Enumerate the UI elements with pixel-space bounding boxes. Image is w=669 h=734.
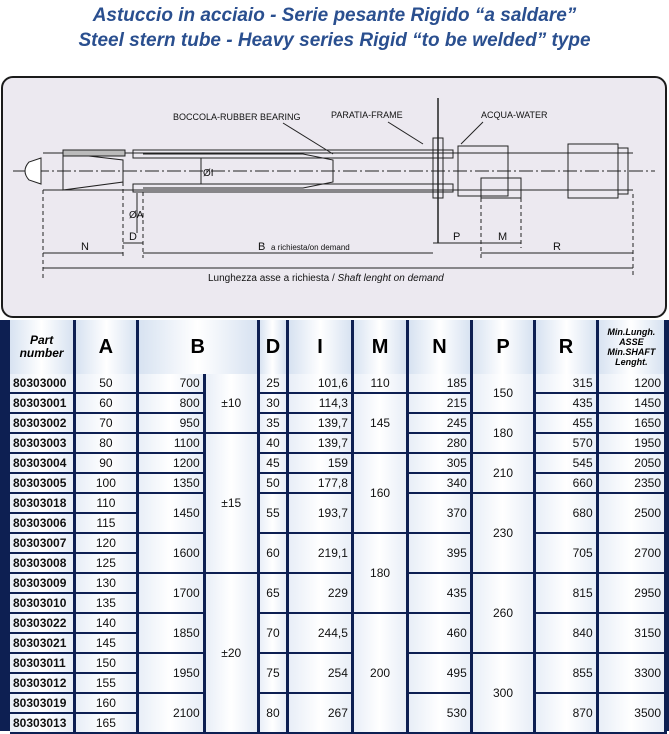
- cell-I: 267: [288, 693, 353, 733]
- cell-D: 45: [258, 453, 287, 473]
- cell-B: 1350: [137, 473, 204, 493]
- cell-D: 50: [258, 473, 287, 493]
- cell-min-shaft: 3150: [597, 613, 665, 653]
- label-A: ØA: [129, 210, 144, 221]
- cell-R: 455: [535, 413, 597, 433]
- table-row: [10, 393, 666, 413]
- cell-min-shaft: 2350: [597, 473, 665, 493]
- header-part-number: Part number: [10, 320, 75, 374]
- table-row: [10, 433, 666, 453]
- label-shaft-length: Lunghezza asse a richiesta / Shaft lenght on demand: [208, 273, 444, 284]
- cell-N: 305: [408, 453, 472, 473]
- cell-A: 70: [75, 413, 137, 433]
- cell-A: 160: [75, 693, 137, 713]
- table-row: [10, 693, 666, 713]
- cell-D: 80: [258, 693, 287, 733]
- cell-R: 840: [535, 613, 597, 653]
- cell-A: 115: [75, 513, 137, 533]
- stern-tube-drawing: [3, 78, 665, 316]
- cell-M: 200: [352, 613, 407, 733]
- cell-B: 2100: [137, 693, 204, 733]
- cell-min-shaft: 2500: [597, 493, 665, 533]
- part-number-cell: 80303000: [10, 374, 75, 393]
- cell-M: 180: [352, 533, 407, 613]
- table-row: [10, 473, 666, 493]
- title-english: Steel stern tube - Heavy series Rigid “to be welded” type: [78, 30, 591, 51]
- cell-N: 530: [408, 693, 472, 733]
- part-number-cell: 80303022: [10, 613, 75, 633]
- table-row: [10, 374, 666, 393]
- cell-A: 90: [75, 453, 137, 473]
- cell-min-shaft: 3500: [597, 693, 665, 733]
- part-number-cell: 80303012: [10, 673, 75, 693]
- part-number-cell: 80303001: [10, 393, 75, 413]
- cell-I: 244,5: [288, 613, 353, 653]
- cell-I: 114,3: [288, 393, 353, 413]
- cell-min-shaft: 1950: [597, 433, 665, 453]
- label-P: P: [453, 231, 461, 243]
- header-R: R: [535, 320, 597, 374]
- table-header: [10, 320, 666, 374]
- cell-A: 155: [75, 673, 137, 693]
- table-row: [10, 573, 666, 593]
- cell-P: 260: [471, 573, 535, 653]
- cell-A: 110: [75, 493, 137, 513]
- cell-R: 660: [535, 473, 597, 493]
- cell-A: 50: [75, 374, 137, 393]
- cell-P: 210: [471, 453, 535, 493]
- cell-A: 130: [75, 573, 137, 593]
- cell-P: 180: [471, 413, 535, 453]
- cell-N: 215: [408, 393, 472, 413]
- cell-D: 25: [258, 374, 287, 393]
- cell-min-shaft: 1650: [597, 413, 665, 433]
- header-I: I: [288, 320, 353, 374]
- cell-R: 870: [535, 693, 597, 733]
- cell-B: 1450: [137, 493, 204, 533]
- cell-N: 435: [408, 573, 472, 613]
- cell-B-tolerance: ±15: [204, 433, 258, 573]
- label-B-note: a richiesta/on demand: [271, 243, 350, 252]
- part-number-cell: 80303019: [10, 693, 75, 713]
- header-P: P: [471, 320, 535, 374]
- cell-R: 435: [535, 393, 597, 413]
- part-number-cell: 80303006: [10, 513, 75, 533]
- part-number-cell: 80303013: [10, 713, 75, 733]
- cell-M: 110: [352, 374, 407, 393]
- label-M: M: [498, 231, 508, 243]
- cell-A: 145: [75, 633, 137, 653]
- cell-R: 680: [535, 493, 597, 533]
- part-number-cell: 80303010: [10, 593, 75, 613]
- cell-B-tolerance: ±20: [204, 573, 258, 733]
- cell-A: 120: [75, 533, 137, 553]
- cell-I: 177,8: [288, 473, 353, 493]
- water-leader: [461, 122, 483, 144]
- technical-drawing: [1, 76, 667, 318]
- gland-flange: [481, 178, 521, 198]
- cell-B: 1950: [137, 653, 204, 693]
- cell-I: 193,7: [288, 493, 353, 533]
- cell-I: 159: [288, 453, 353, 473]
- cell-min-shaft: 1450: [597, 393, 665, 413]
- part-number-cell: 80303011: [10, 653, 75, 673]
- header-M: M: [352, 320, 407, 374]
- part-number-cell: 80303009: [10, 573, 75, 593]
- cell-D: 75: [258, 653, 287, 693]
- cell-D: 65: [258, 573, 287, 613]
- cell-D: 35: [258, 413, 287, 433]
- label-B: B: [258, 241, 266, 253]
- label-bearing: BOCCOLA-RUBBER BEARING: [173, 112, 301, 122]
- cell-min-shaft: 2700: [597, 533, 665, 573]
- label-I: ØI: [203, 168, 214, 179]
- table-row: [10, 413, 666, 433]
- cell-P: 300: [471, 653, 535, 733]
- cell-N: 395: [408, 533, 472, 573]
- header-N: N: [408, 320, 472, 374]
- cell-B: 1850: [137, 613, 204, 653]
- cone-hatch: [63, 150, 125, 156]
- header-D: D: [258, 320, 287, 374]
- cell-D: 30: [258, 393, 287, 413]
- label-D: D: [129, 231, 137, 243]
- table-row: [10, 533, 666, 553]
- cell-A: 150: [75, 653, 137, 673]
- cell-R: 815: [535, 573, 597, 613]
- header-min-shaft: Min.Lungh. ASSE Min.SHAFT Lenght.: [597, 320, 665, 374]
- cell-R: 315: [535, 374, 597, 393]
- cell-N: 245: [408, 413, 472, 433]
- cell-B: 1100: [137, 433, 204, 453]
- frame-leader: [388, 122, 423, 144]
- cell-B: 1200: [137, 453, 204, 473]
- cell-B: 1600: [137, 533, 204, 573]
- part-number-cell: 80303021: [10, 633, 75, 653]
- cell-P: 230: [471, 493, 535, 573]
- table-row: [10, 453, 666, 473]
- cell-R: 545: [535, 453, 597, 473]
- cell-I: 254: [288, 653, 353, 693]
- bearing-leader: [283, 123, 333, 154]
- cell-R: 855: [535, 653, 597, 693]
- cell-R: 705: [535, 533, 597, 573]
- cell-N: 280: [408, 433, 472, 453]
- cell-A: 140: [75, 613, 137, 633]
- cell-D: 55: [258, 493, 287, 533]
- cell-I: 229: [288, 573, 353, 613]
- cell-M: 145: [352, 393, 407, 453]
- cell-B: 1700: [137, 573, 204, 613]
- nut-shape: [25, 158, 41, 184]
- dimensions-table-background: [0, 320, 669, 731]
- cell-N: 495: [408, 653, 472, 693]
- header-B: B: [137, 320, 258, 374]
- part-number-cell: 80303005: [10, 473, 75, 493]
- dimensions-table: [10, 320, 667, 734]
- header-A: A: [75, 320, 137, 374]
- cell-A: 100: [75, 473, 137, 493]
- cell-A: 165: [75, 713, 137, 733]
- cell-B: 950: [137, 413, 204, 433]
- label-frame: PARATIA-FRAME: [331, 110, 403, 120]
- part-number-cell: 80303018: [10, 493, 75, 513]
- part-number-cell: 80303002: [10, 413, 75, 433]
- label-R: R: [553, 241, 561, 253]
- part-number-cell: 80303004: [10, 453, 75, 473]
- cell-A: 135: [75, 593, 137, 613]
- cell-B: 700: [137, 374, 204, 393]
- table-row: [10, 653, 666, 673]
- cell-I: 139,7: [288, 433, 353, 453]
- cell-min-shaft: 2050: [597, 453, 665, 473]
- label-water: ACQUA-WATER: [481, 110, 548, 120]
- cell-min-shaft: 2950: [597, 573, 665, 613]
- cell-I: 101,6: [288, 374, 353, 393]
- table-row: [10, 493, 666, 513]
- table-row: [10, 613, 666, 633]
- cell-M: 160: [352, 453, 407, 533]
- cell-B: 800: [137, 393, 204, 413]
- cell-D: 60: [258, 533, 287, 573]
- part-number-cell: 80303007: [10, 533, 75, 553]
- cell-A: 80: [75, 433, 137, 453]
- cell-D: 40: [258, 433, 287, 453]
- cell-N: 340: [408, 473, 472, 493]
- title-italian: Astuccio in acciaio - Serie pesante Rigido “a saldare”: [92, 5, 577, 26]
- cell-A: 60: [75, 393, 137, 413]
- cell-B-tolerance: ±10: [204, 374, 258, 433]
- cell-I: 219,1: [288, 533, 353, 573]
- cell-N: 370: [408, 493, 472, 533]
- part-number-cell: 80303008: [10, 553, 75, 573]
- cell-I: 139,7: [288, 413, 353, 433]
- cell-A: 125: [75, 553, 137, 573]
- cell-min-shaft: 1200: [597, 374, 665, 393]
- label-N: N: [81, 241, 89, 253]
- cell-P: 150: [471, 374, 535, 413]
- cell-N: 460: [408, 613, 472, 653]
- cell-R: 570: [535, 433, 597, 453]
- cell-min-shaft: 3300: [597, 653, 665, 693]
- cell-D: 70: [258, 613, 287, 653]
- part-number-cell: 80303003: [10, 433, 75, 453]
- cell-N: 185: [408, 374, 472, 393]
